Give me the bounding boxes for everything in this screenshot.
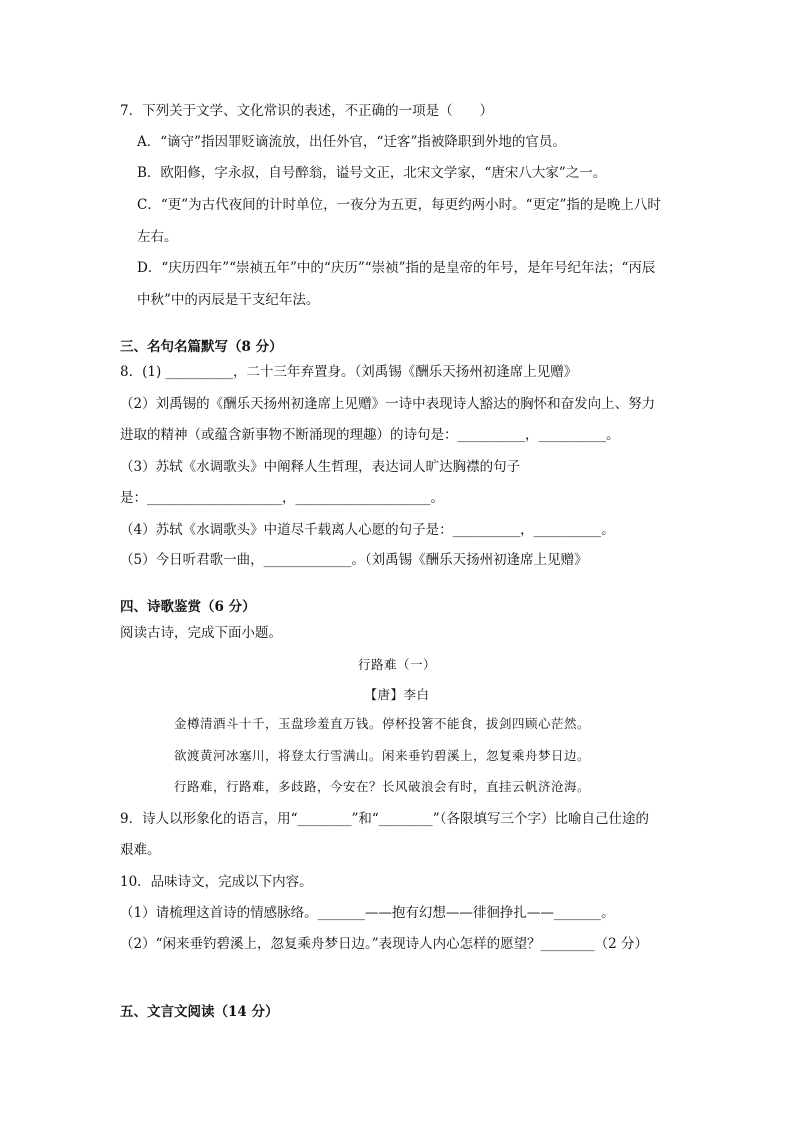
q7-option-d: D．“庆历四年”“崇祯五年”中的“庆历”“崇祯”指的是皇帝的年号，是年号纪年法；“丙辰	[137, 260, 656, 276]
section-3-heading: 三、名句名篇默写（8 分）	[120, 339, 283, 355]
q8-1: 8．(1) __________，二十三年弃置身。（刘禹锡《酬乐天扬州初逢席上见赠》	[120, 364, 578, 380]
q8-3-cont: 是：____________________，____________________。	[120, 490, 444, 506]
q9-cont: 艰难。	[120, 842, 161, 858]
section-4-heading: 四、诗歌鉴赏（6 分）	[120, 599, 256, 615]
section-4-intro: 阅读古诗，完成下面小题。	[120, 625, 282, 641]
q10-2: （2）“闲来垂钓碧溪上，忽复乘舟梦日边。”表现诗人内心怎样的愿望？________（2 分）	[120, 936, 649, 952]
poem-line-1: 金樽清酒斗十千，玉盘珍羞直万钱。停杯投箸不能食，拔剑四顾心茫然。	[174, 716, 591, 731]
q7-stem: 7．下列关于文学、文化常识的表述，不正确的一项是（ ）	[120, 103, 494, 119]
poem-author: 【唐】李白	[364, 687, 430, 702]
q8-4: （4）苏轼《水调歌头》中道尽千载离人心愿的句子是：__________，__________。	[120, 522, 615, 538]
poem-title: 行路难（一）	[357, 657, 436, 672]
q7-option-b: B．欧阳修，字永叔，自号醉翁，谥号文正，北宋文学家，“唐宋八大家”之一。	[137, 165, 607, 181]
q7-option-c: C．“更”为古代夜间的计时单位，一夜分为五更，每更约两小时。“更定”指的是晚上八时	[137, 197, 661, 213]
poem-line-3: 行路难，行路难，多歧路，今安在？长风破浪会有时，直挂云帆济沧海。	[174, 779, 591, 794]
q8-2: （2）刘禹锡的《酬乐天扬州初逢席上见赠》一诗中表现诗人豁达的胸怀和奋发向上、努力	[120, 396, 656, 412]
q9: 9．诗人以形象化的语言，用“________”和“________”（各限填写三个字）比喻自己仕途的	[120, 811, 649, 827]
q10-1: （1）请梳理这首诗的情感脉络。_______——抱有幻想——徘徊挣扎——_______。	[120, 905, 615, 921]
q7-option-a: A．“谪守”指因罪贬谪流放，出任外官，“迁客”指被降职到外地的官员。	[137, 134, 566, 150]
poem-line-2: 欲渡黄河冰塞川，将登太行雪满山。闲来垂钓碧溪上，忽复乘舟梦日边。	[174, 748, 591, 763]
q7-option-d-cont: 中秋”中的丙辰是干支纪年法。	[137, 292, 320, 308]
section-5-heading: 五、文言文阅读（14 分）	[120, 1004, 279, 1020]
q8-5: （5）今日听君歌一曲，_____________。（刘禹锡《酬乐天扬州初逢席上见赠》	[120, 552, 588, 568]
q10-stem: 10．品味诗文，完成以下内容。	[120, 874, 313, 890]
q7-option-c-cont: 左右。	[137, 229, 178, 245]
q8-2-cont: 进取的精神（或蕴含新事物不断涌现的理趣）的诗句是：__________，__________。	[120, 427, 620, 443]
q8-3: （3）苏轼《水调歌头》中阐释人生哲理，表达词人旷达胸襟的句子	[120, 459, 521, 475]
